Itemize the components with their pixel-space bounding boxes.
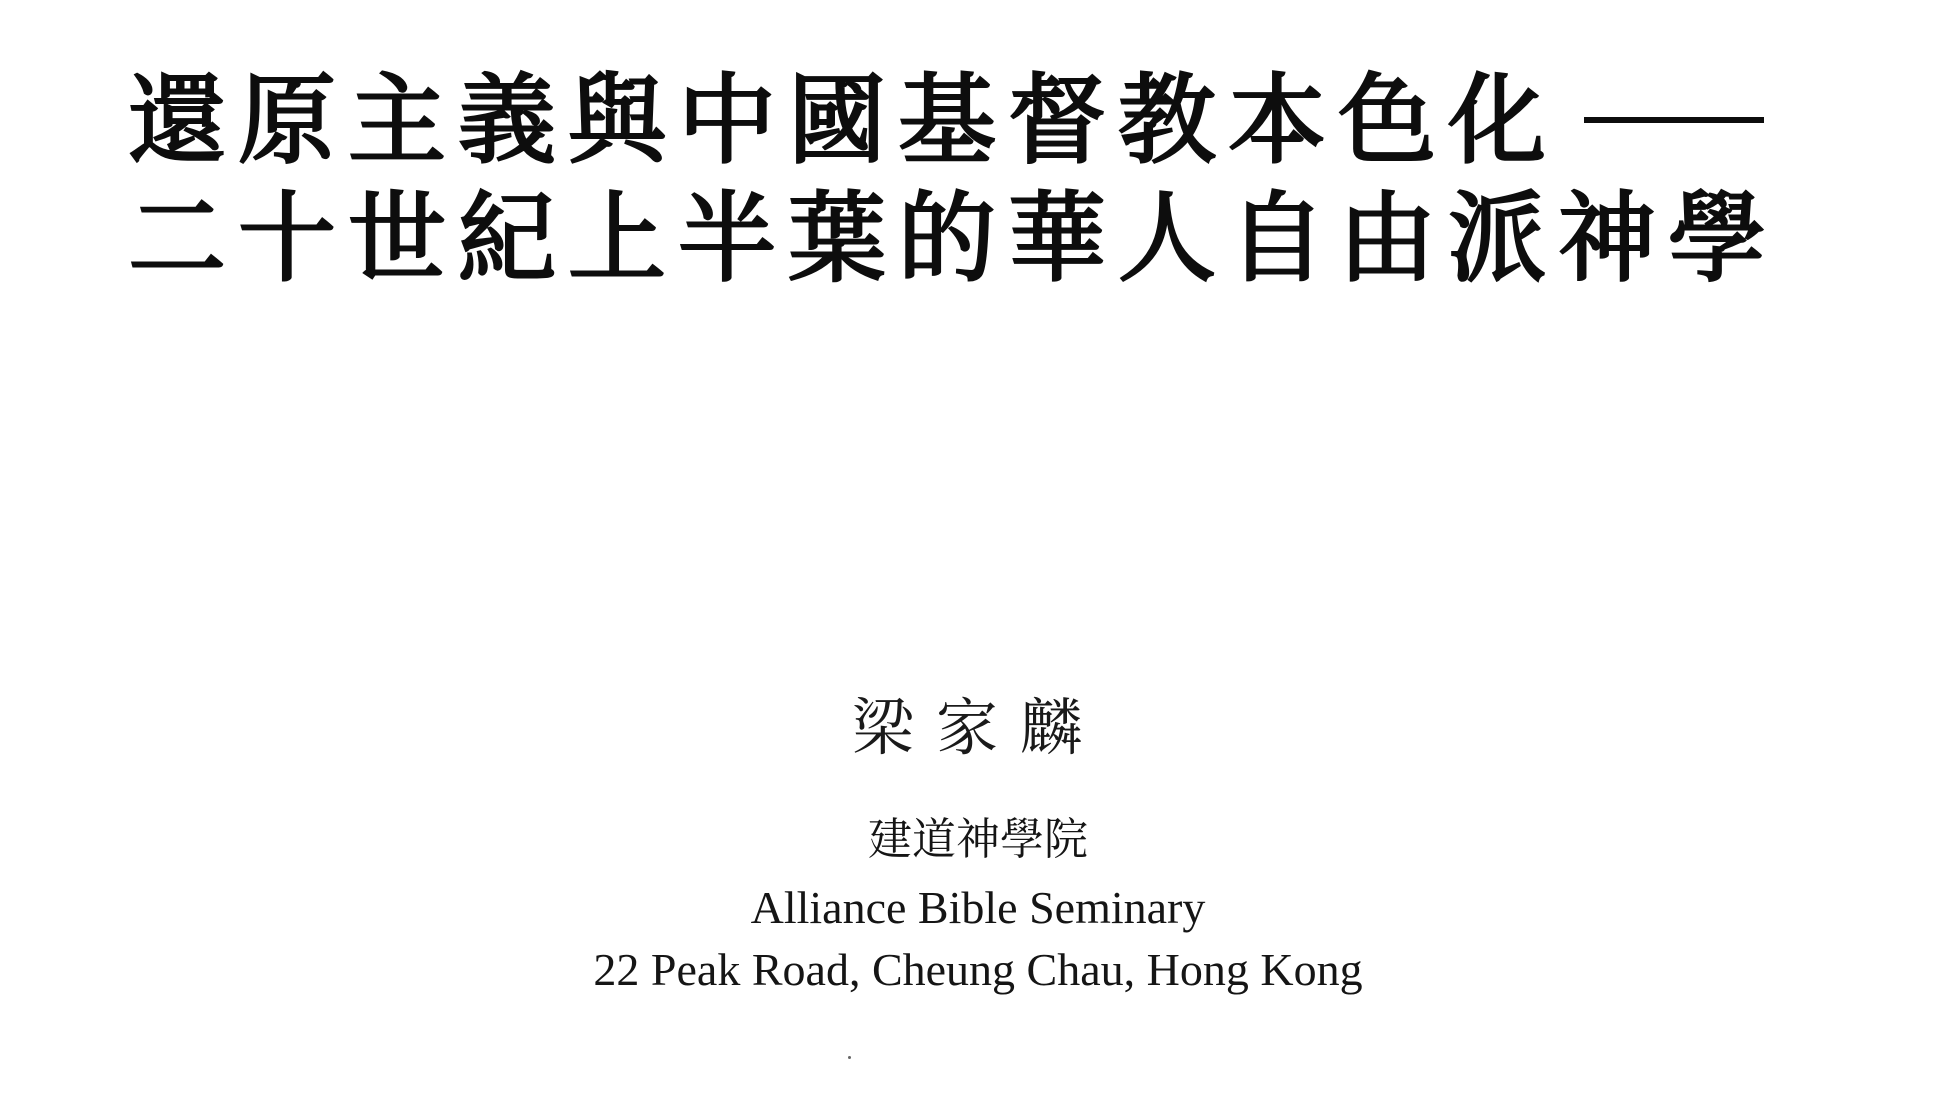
scan-speck (848, 1056, 851, 1059)
title-dash (1584, 117, 1764, 123)
title-line-1-text: 還原主義與中國基督教本色化 (128, 64, 1559, 178)
author-name: 梁家麟 (851, 691, 1104, 764)
affiliation-name-zh: 建道神學院 (868, 815, 1088, 864)
affiliation-address: 22 Peak Road, Cheung Chau, Hong Kong (593, 944, 1363, 995)
title-line-2: 二十世紀上半葉的華人自由派神學 (128, 182, 1779, 296)
affiliation-name-en: Alliance Bible Seminary (750, 882, 1206, 933)
paper-title (128, 62, 1848, 298)
title-line-1 (128, 62, 1848, 180)
